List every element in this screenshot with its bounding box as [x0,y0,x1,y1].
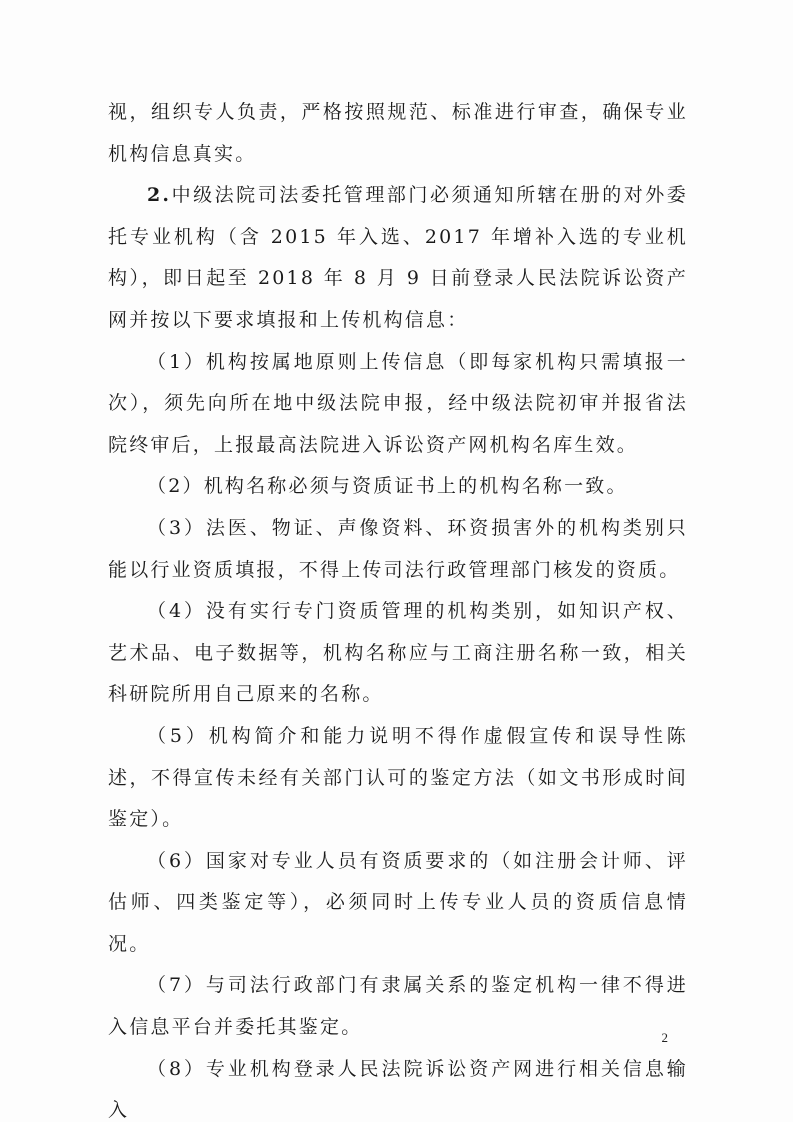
item-number: 2. [147,184,172,207]
paragraph-item-2 [108,175,688,341]
paragraph-sub-1: （1）机构按属地原则上传信息（即每家机构只需填报一次），须先向所在地中级法院申报，经中级法院初审并报省法院终审后，上报最高法院进入诉讼资产网机构名库生效。 [108,350,688,456]
paragraph-sub-3: （3）法医、物证、声像资料、环资损害外的机构类别只能以行业资质填报，不得上传司法行政管理部门核发的资质。 [108,516,688,581]
document-body [108,92,688,1132]
paragraph-sub-7: （7）与司法行政部门有隶属关系的鉴定机构一律不得进入信息平台并委托其鉴定。 [108,974,688,1039]
page-number: 2 [661,1030,668,1045]
paragraph-sub-4: （4）没有实行专门资质管理的机构类别，如知识产权、艺术品、电子数据等，机构名称应与工商注册名称一致，相关科研院所用自己原来的名称。 [108,600,688,706]
paragraph-item-2-text: 中级法院司法委托管理部门必须通知所辖在册的对外委托专业机构（含 2015 年入选、2017 年增补入选的专业机构），即日起至 2018 年 8 月 9 日前登录人民法院诉讼资产网并按以下要求填报和上传机构信息： [108,184,688,331]
paragraph-sub-2: （2）机构名称必须与资质证书上的机构名称一致。 [147,475,628,498]
paragraph-sub-8: （8）专业机构登录人民法院诉讼资产网进行相关信息输入 [108,1057,688,1122]
paragraph-sub-6: （6）国家对专业人员有资质要求的（如注册会计师、评估师、四类鉴定等），必须同时上传专业人员的资质信息情况。 [108,849,688,955]
paragraph-continuation: 视，组织专人负责，严格按照规范、标准进行审查，确保专业机构信息真实。 [108,101,688,165]
paragraph-sub-5: （5）机构简介和能力说明不得作虚假宣传和误导性陈述，不得宣传未经有关部门认可的鉴定方法（如文书形成时间鉴定）。 [108,724,688,831]
